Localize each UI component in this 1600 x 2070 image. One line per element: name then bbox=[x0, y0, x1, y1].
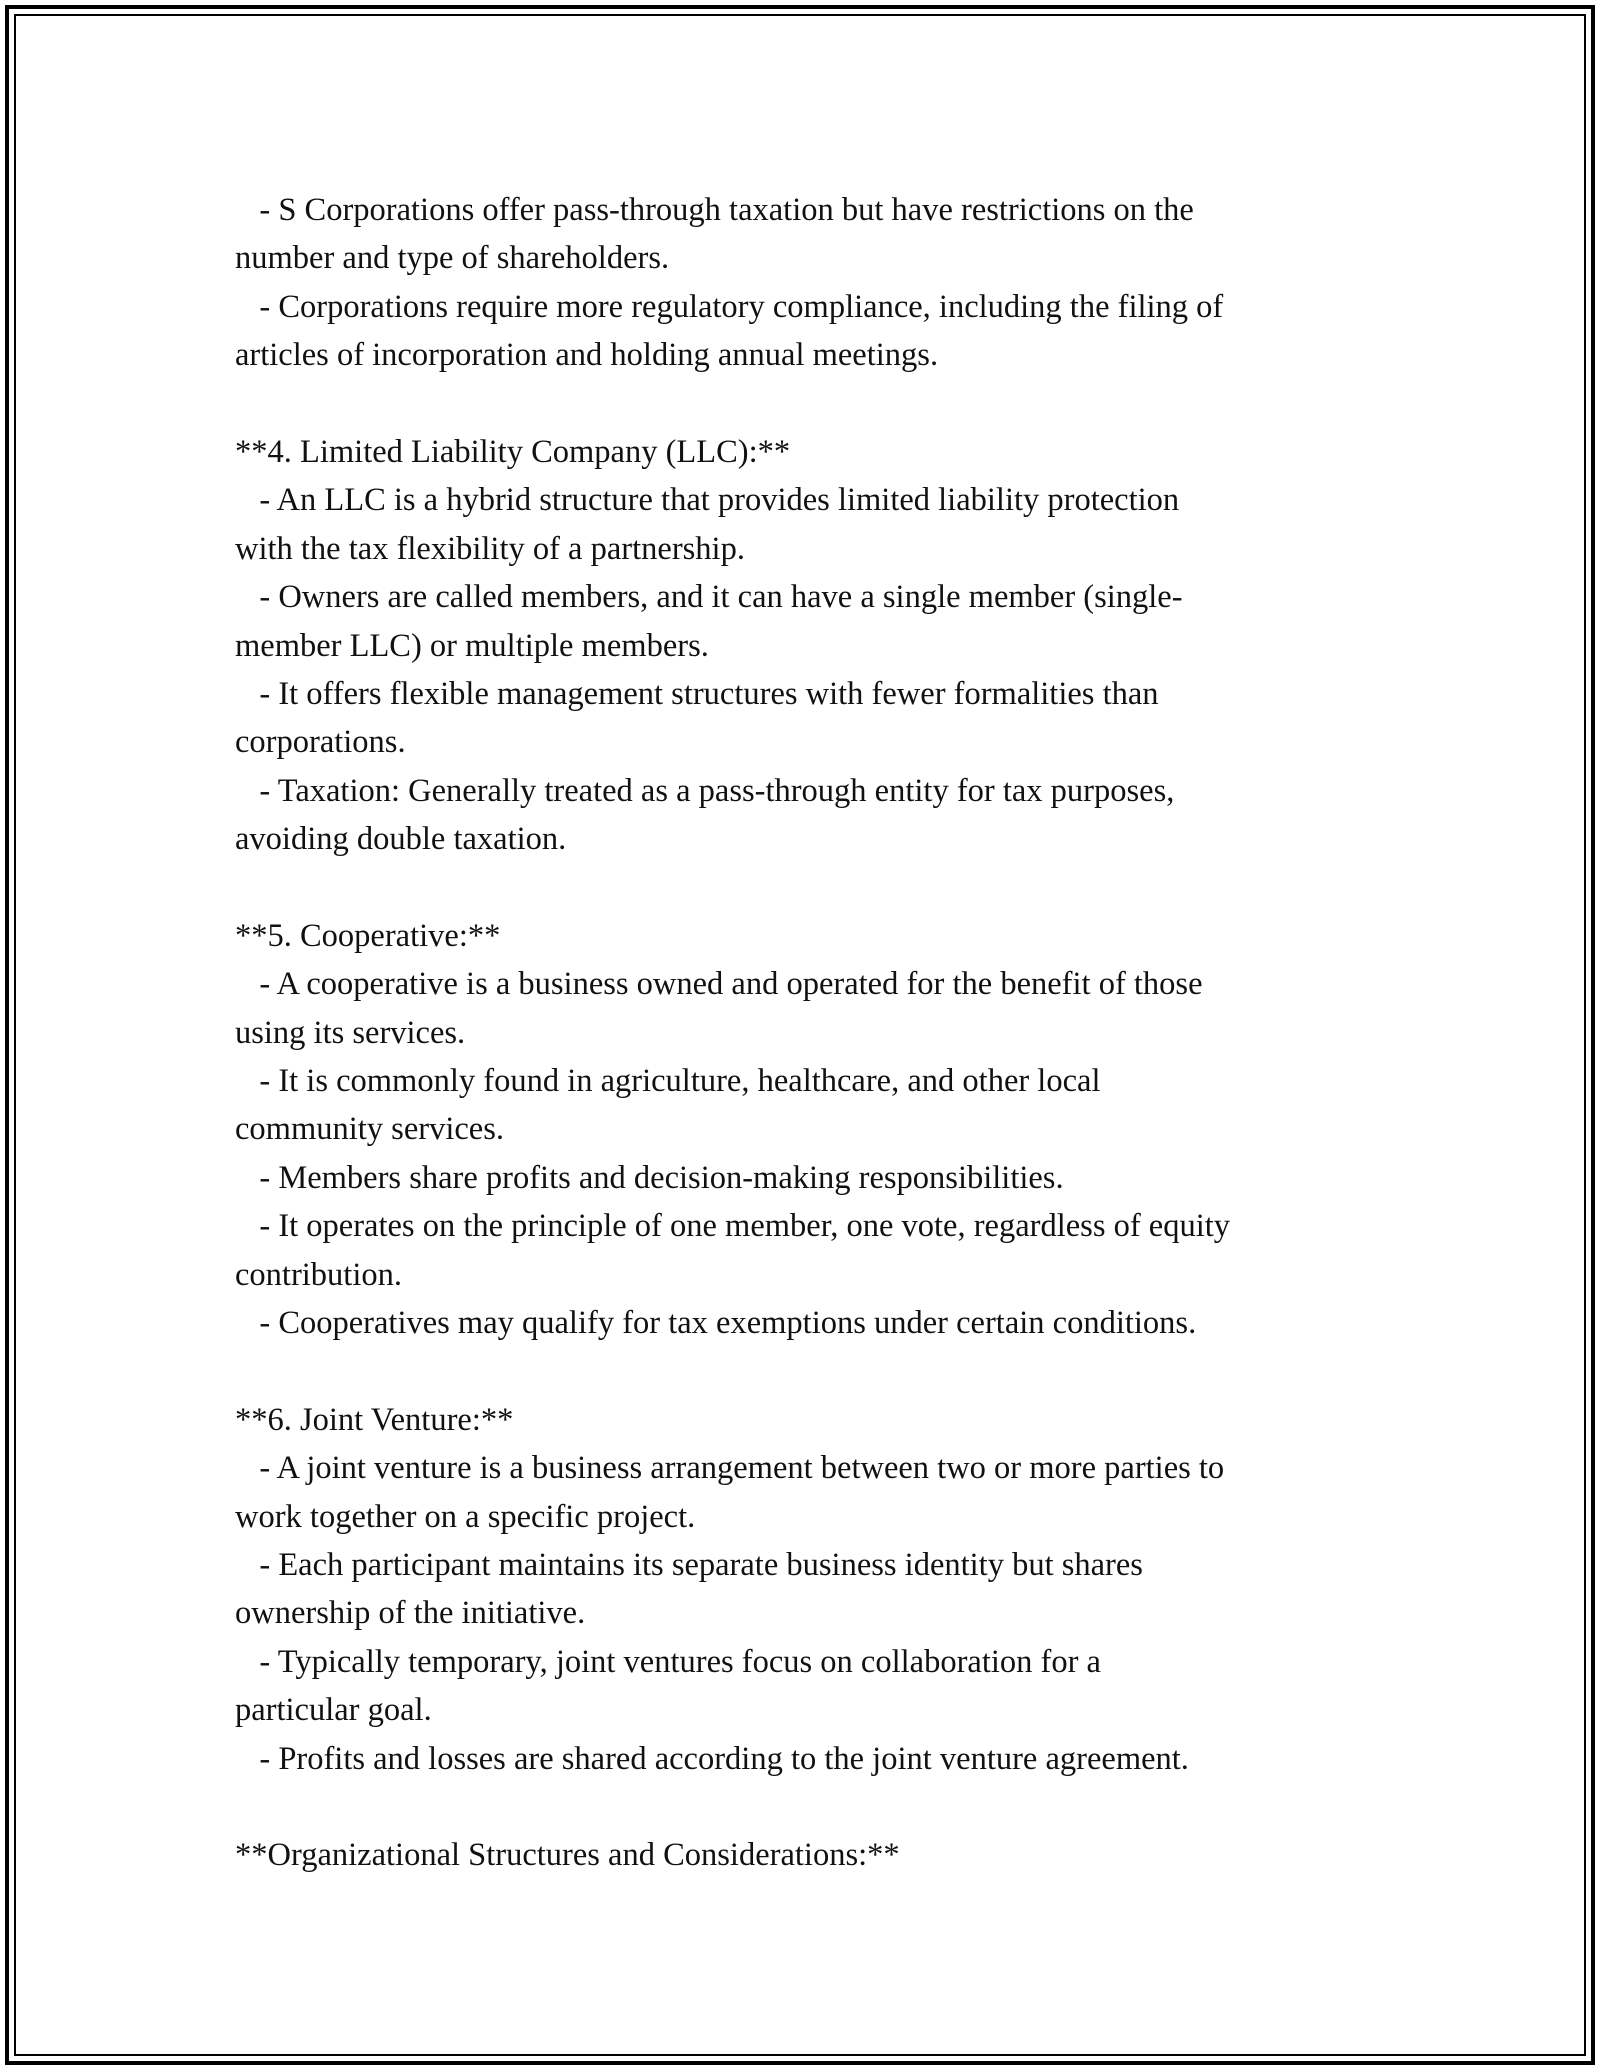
text-line: - Members share profits and decision-making responsibilities. bbox=[235, 1159, 1064, 1196]
text-line: articles of incorporation and holding annual meetings. bbox=[235, 337, 939, 374]
blank-line bbox=[235, 1347, 1365, 1395]
text-line: avoiding double taxation. bbox=[235, 821, 567, 858]
section-heading: **5. Cooperative:** bbox=[235, 917, 501, 954]
text-line: - It offers flexible management structures with fewer formalities than bbox=[235, 675, 1159, 712]
blank-line bbox=[235, 863, 1365, 911]
text-line: number and type of shareholders. bbox=[235, 240, 670, 277]
text-line: work together on a specific project. bbox=[235, 1498, 696, 1535]
text-line: with the tax flexibility of a partnership. bbox=[235, 530, 745, 567]
text-line: - It operates on the principle of one member, one vote, regardless of equity bbox=[235, 1208, 1231, 1245]
text-line: - Cooperatives may qualify for tax exemptions under certain conditions. bbox=[235, 1304, 1197, 1341]
text-line: - A cooperative is a business owned and operated for the benefit of those bbox=[235, 966, 1203, 1003]
blank-line bbox=[235, 1783, 1365, 1831]
document-body bbox=[235, 186, 1365, 1880]
blank-line bbox=[235, 380, 1365, 428]
text-line: - Taxation: Generally treated as a pass-through entity for tax purposes, bbox=[235, 772, 1175, 809]
section-heading: **6. Joint Venture:** bbox=[235, 1401, 514, 1438]
text-line: member LLC) or multiple members. bbox=[235, 627, 709, 664]
text-line: - Owners are called members, and it can have a single member (single- bbox=[235, 579, 1183, 616]
text-line: - S Corporations offer pass-through taxation but have restrictions on the bbox=[235, 192, 1194, 228]
text-line: particular goal. bbox=[235, 1692, 432, 1729]
text-line: community services. bbox=[235, 1111, 504, 1148]
section-heading: **4. Limited Liability Company (LLC):** bbox=[235, 433, 791, 470]
text-line: contribution. bbox=[235, 1256, 402, 1293]
text-line: - A joint venture is a business arrangement between two or more parties to bbox=[235, 1450, 1225, 1487]
text-line: ownership of the initiative. bbox=[235, 1595, 586, 1632]
text-line: - Profits and losses are shared according to the joint venture agreement. bbox=[235, 1740, 1189, 1777]
text-line: - An LLC is a hybrid structure that provides limited liability protection bbox=[235, 482, 1180, 519]
text-line: - It is commonly found in agriculture, healthcare, and other local bbox=[235, 1063, 1101, 1100]
text-line: using its services. bbox=[235, 1014, 466, 1051]
text-line: - Corporations require more regulatory compliance, including the filing of bbox=[235, 288, 1224, 325]
text-line: corporations. bbox=[235, 724, 406, 761]
text-line: - Typically temporary, joint ventures focus on collaboration for a bbox=[235, 1643, 1101, 1680]
text-line: - Each participant maintains its separate business identity but shares bbox=[235, 1546, 1143, 1583]
section-heading: **Organizational Structures and Considerations:** bbox=[235, 1837, 900, 1874]
